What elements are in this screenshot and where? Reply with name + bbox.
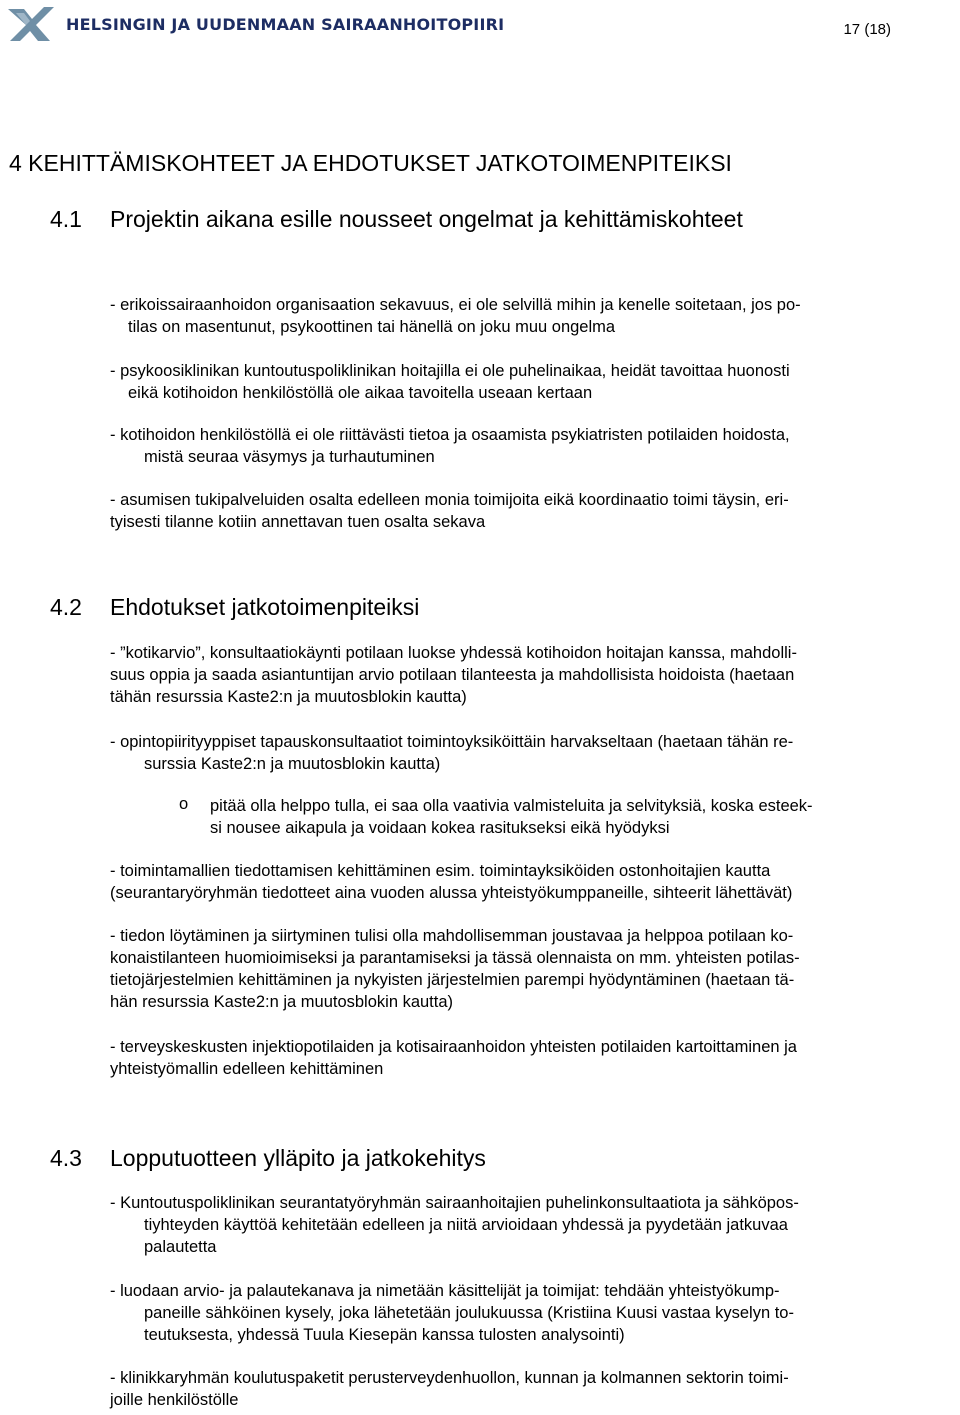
text-line: - ”kotikarvio”, konsultaatiokäynti potilaan luokse yhdessä kotihoidon hoitajan kanssa, mahdolli-	[110, 644, 797, 662]
list-item	[110, 360, 952, 404]
text-line: paneille sähköinen kysely, joka lähetetään joulukuussa (Kristiina Kuusi vastaa kyselyn to-	[144, 1304, 794, 1322]
logo-text: HELSINGIN JA UUDENMAAN SAIRAANHOITOPIIRI	[66, 14, 505, 34]
text-line: konaistilanteen huomioimiseksi ja parantamiseksi ja tässä olennaista on mm. yhteisten potilas-	[110, 949, 800, 967]
text-line: - asumisen tukipalveluiden osalta edelleen monia toimijoita eikä koordinaatio toimi täysin, eri-	[110, 491, 789, 509]
text-line: teutuksesta, yhdessä Tuula Kiesepän kanssa tulosten analysointi)	[144, 1326, 625, 1344]
list-item	[110, 424, 952, 468]
section-number: 4.3	[50, 1145, 82, 1171]
section-title: Lopputuotteen ylläpito ja jatkokehitys	[110, 1145, 486, 1171]
text-line: si nousee aikapula ja voidaan kokea rasitukseksi eikä hyödyksi	[210, 819, 670, 837]
text-line: eikä kotihoidon henkilöstöllä ole aikaa tavoitella useaan kertaan	[128, 384, 593, 402]
text-line: - terveyskeskusten injektiopotilaiden ja kotisairaanhoidon yhteisten potilaiden kartoittaminen ja	[110, 1038, 797, 1056]
text-line: (seurantaryöryhmän tiedotteet aina vuoden alussa yhteistyökumppaneille, sihteerit lähettävät)	[110, 884, 793, 902]
text-line: tietojärjestelmien kehittäminen ja nykyisten järjestelmien parempi hyödyntäminen (haetaan tä-	[110, 971, 795, 989]
text-line: tyisesti tilanne kotiin annettavan tuen osalta sekava	[110, 513, 486, 531]
text-line: - kotihoidon henkilöstöllä ei ole riittävästi tietoa ja osaamista psykiatristen potilaiden hoidosta,	[110, 426, 790, 444]
text-line: - psykoosiklinikan kuntoutuspoliklinikan hoitajilla ei ole puhelinaikaa, heidät tavoittaa huonosti	[110, 362, 790, 380]
organization-logo	[6, 4, 504, 44]
list-item	[110, 1280, 952, 1346]
section-4-1-heading	[50, 206, 743, 233]
list-item	[110, 1192, 952, 1258]
text-line: - erikoissairaanhoidon organisaation sekavuus, ei ole selvillä mihin ja kenelle soitetaan, jos po-	[110, 296, 801, 314]
section-4-heading: 4 KEHITTÄMISKOHTEET JA EHDOTUKSET JATKOTOIMENPITEIKSI	[9, 150, 732, 176]
text-line: pitää olla helppo tulla, ei saa olla vaativia valmisteluita ja selvityksiä, koska esteek-	[210, 797, 813, 815]
text-line: hän resurssia Kaste2:n ja muutosblokin kautta)	[110, 993, 454, 1011]
sub-bullet: o	[179, 795, 189, 813]
sub-list-item	[210, 795, 955, 839]
list-item	[110, 489, 952, 533]
text-line: mistä seuraa väsymys ja turhautuminen	[144, 448, 435, 466]
list-item	[110, 1367, 952, 1411]
list-item	[110, 1036, 952, 1080]
page-number: 17 (18)	[843, 21, 891, 38]
text-line: surssia Kaste2:n ja muutosblokin kautta)	[144, 755, 441, 773]
text-line: - toimintamallien tiedottamisen kehittäminen esim. toimintayksiköiden ostonhoitajien kautta	[110, 862, 771, 880]
section-4-3-heading	[50, 1145, 486, 1172]
text-line: joille henkilöstölle	[110, 1391, 239, 1409]
text-line: tiyhteyden käyttöä kehitetään edelleen ja niitä arvioidaan yhdessä ja pyydetään jatkuvaa	[144, 1216, 788, 1234]
text-line: tilas on masentunut, psykoottinen tai hänellä on joku muu ongelma	[128, 318, 616, 336]
list-item	[110, 925, 952, 1013]
text-line: - opintopiirityyppiset tapauskonsultaatiot toimintoyksiköittäin harvakseltaan (haetaan tähän re-	[110, 733, 794, 751]
list-item	[110, 731, 952, 775]
text-line: tähän resurssia Kaste2:n ja muutosblokin kautta)	[110, 688, 467, 706]
section-title: Ehdotukset jatkotoimenpiteiksi	[110, 594, 420, 620]
text-line: suus oppia ja saada asiantuntijan arvio potilaan tilanteesta ja mahdollisista hoidoista (haetaan	[110, 666, 795, 684]
text-line: - luodaan arvio- ja palautekanava ja nimetään käsittelijät ja toimijat: tehdään yhteistyökump-	[110, 1282, 780, 1300]
text-line: - klinikkaryhmän koulutuspaketit perusterveydenhuollon, kunnan ja kolmannen sektorin toimi-	[110, 1369, 789, 1387]
list-item	[110, 642, 952, 708]
list-item	[110, 294, 952, 338]
text-line: yhteistyömallin edelleen kehittäminen	[110, 1060, 384, 1078]
list-item	[110, 860, 952, 904]
section-number: 4.2	[50, 594, 82, 620]
section-4-2-heading	[50, 594, 419, 621]
text-line: palautetta	[144, 1238, 217, 1256]
hus-logo-icon	[6, 5, 56, 43]
text-line: - tiedon löytäminen ja siirtyminen tulisi olla mahdollisemman joustavaa ja helppoa potilaan ko-	[110, 927, 794, 945]
section-number: 4.1	[50, 206, 82, 232]
section-title: Projektin aikana esille nousseet ongelmat ja kehittämiskohteet	[110, 206, 743, 232]
text-line: - Kuntoutuspoliklinikan seurantatyöryhmän sairaanhoitajien puhelinkonsultaatiota ja sähköpos-	[110, 1194, 799, 1212]
